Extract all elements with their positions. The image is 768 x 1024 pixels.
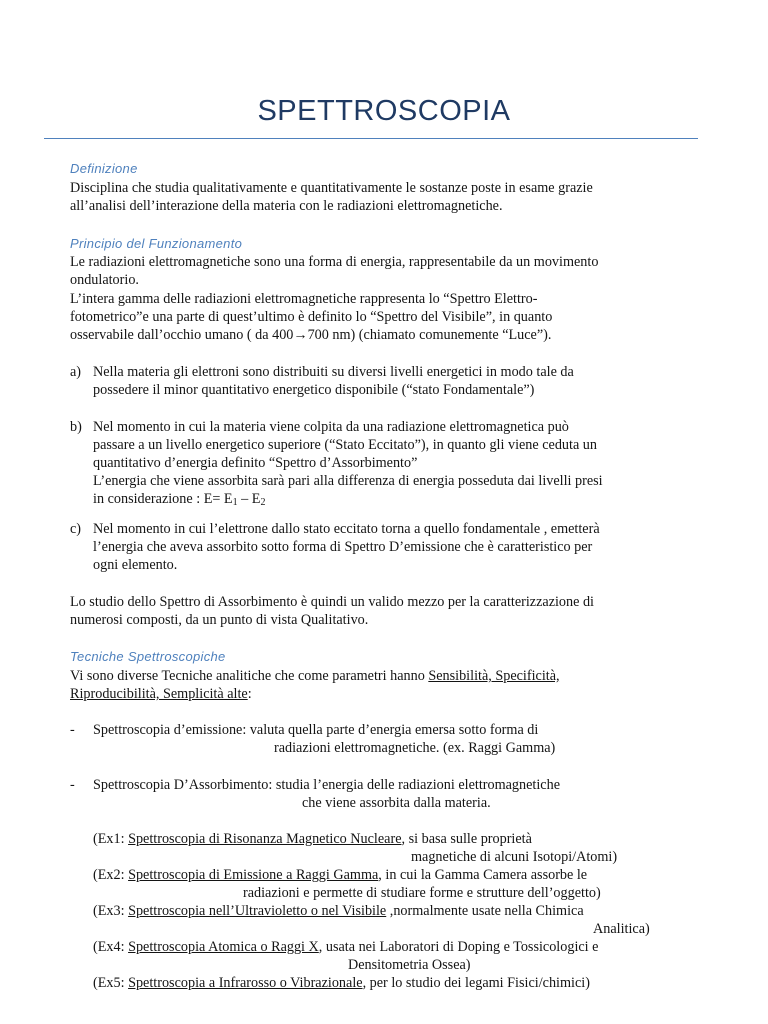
tecniche-intro-suffix: : — [247, 686, 252, 702]
point-b-label: b) — [70, 419, 82, 435]
example-5-prefix: (Ex5: — [93, 975, 129, 991]
assorbimento-line-1: Spettroscopia D’Assorbimento: studia l’energia delle radiazioni elettromagnetiche — [93, 777, 560, 793]
example-5 — [93, 974, 590, 993]
example-1-rest: , si basa sulle proprietà — [401, 831, 532, 847]
tecniche-intro-underlined-2: Riproducibilità, Semplicità alte — [70, 686, 248, 702]
section-heading-definizione: Definizione — [70, 161, 138, 176]
point-b-line-1: Nel momento in cui la materia viene colpita da una radiazione elettromagnetica può — [93, 419, 569, 435]
section-heading-tecniche: Tecniche Spettroscopiche — [70, 649, 226, 664]
principio-line-4: fotometrico”e una parte di quest’ultimo è definito lo “Spettro del Visibile”, in quanto — [70, 309, 553, 325]
example-4-link: Spettroscopia Atomica o Raggi X — [128, 939, 319, 955]
conclusione-line-1: Lo studio dello Spettro di Assorbimento è quindi un valido mezzo per la caratterizzazione di — [70, 594, 595, 610]
example-1-cont: magnetiche di alcuni Isotopi/Atomi) — [411, 849, 618, 865]
conclusione-line-2: numerosi composti, da un punto di vista Qualitativo. — [70, 612, 369, 628]
example-5-link: Spettroscopia a Infrarosso o Vibrazionale — [128, 975, 363, 991]
example-2-rest: , in cui la Gamma Camera assorbe le — [378, 867, 588, 883]
formula-sub-1: 1 — [232, 497, 238, 508]
formula-sub-2: 2 — [260, 497, 266, 508]
example-4 — [93, 938, 598, 957]
example-2-prefix: (Ex2: — [93, 867, 129, 883]
example-5-rest: , per lo studio dei legami Fisici/chimici) — [362, 975, 590, 991]
tecniche-intro-line-1 — [70, 667, 690, 686]
tecniche-intro-line-2 — [70, 685, 690, 704]
point-c-label: c) — [70, 521, 82, 537]
example-1-link: Spettroscopia di Risonanza Magnetico Nucleare — [128, 831, 402, 847]
emissione-dash: - — [70, 722, 75, 738]
example-4-cont: Densitometria Ossea) — [348, 957, 471, 973]
point-b-formula — [93, 490, 265, 513]
example-3-prefix: (Ex3: — [93, 903, 129, 919]
example-3-rest: ,normalmente usate nella Chimica — [386, 903, 584, 919]
tecniche-intro-prefix: Vi sono diverse Tecniche analitiche che come parametri hanno — [70, 668, 429, 684]
point-a-label: a) — [70, 364, 82, 380]
point-a-line-2: possedere il minor quantitativo energetico disponibile (“stato Fondamentale”) — [93, 382, 535, 398]
definizione-line-2: all’analisi dell’interazione della materia con le radiazioni elettromagnetiche. — [70, 198, 503, 214]
example-2 — [93, 866, 587, 885]
emissione-line-2: radiazioni elettromagnetiche. (ex. Raggi Gamma) — [274, 740, 556, 756]
principio-line-2: ondulatorio. — [70, 272, 139, 288]
formula-mid: – E — [237, 491, 261, 507]
assorbimento-dash: - — [70, 777, 75, 793]
example-2-cont: radiazioni e permette di studiare forme e strutture dell’oggetto) — [243, 885, 601, 901]
formula-prefix: in considerazione : E= E — [93, 491, 233, 507]
assorbimento-line-2: che viene assorbita dalla materia. — [302, 795, 491, 811]
section-heading-principio: Principio del Funzionamento — [70, 236, 243, 251]
example-1 — [93, 830, 532, 849]
page-title: SPETTROSCOPIA — [257, 95, 511, 127]
point-c-line-1: Nel momento in cui l’elettrone dallo stato eccitato torna a quello fondamentale , emetterà — [93, 521, 600, 537]
example-3-cont: Analitica) — [593, 921, 650, 937]
point-b-line-2: passare a un livello energetico superiore (“Stato Eccitato”), in quanto gli viene ceduta un — [93, 437, 597, 453]
example-4-prefix: (Ex4: — [93, 939, 129, 955]
emissione-line-1: Spettroscopia d’emissione: valuta quella parte d’energia emersa sotto forma di — [93, 722, 539, 738]
principio-line-5: osservabile dall’occhio umano ( da 400→700 nm) (chiamato comunemente “Luce”). — [70, 327, 552, 343]
point-b-line-4: L’energia che viene assorbita sarà pari alla differenza di energia posseduta dai livelli presi — [93, 473, 603, 489]
tecniche-intro-underlined-1: Sensibilità, Specificità, — [428, 668, 560, 684]
title-divider — [44, 138, 698, 139]
example-3-link: Spettroscopia nell’Ultravioletto o nel Visibile — [128, 903, 387, 919]
point-b-line-3: quantitativo d’energia definito “Spettro d’Assorbimento” — [93, 455, 418, 471]
principio-line-3: L’intera gamma delle radiazioni elettromagnetiche rappresenta lo “Spettro Elettro- — [70, 291, 538, 307]
example-2-link: Spettroscopia di Emissione a Raggi Gamma — [128, 867, 379, 883]
example-3 — [93, 902, 584, 921]
example-1-prefix: (Ex1: — [93, 831, 129, 847]
principio-line-1: Le radiazioni elettromagnetiche sono una forma di energia, rappresentabile da un movimento — [70, 254, 599, 270]
point-a-line-1: Nella materia gli elettroni sono distribuiti su diversi livelli energetici in modo tale da — [93, 364, 574, 380]
point-c-line-3: ogni elemento. — [93, 557, 178, 573]
definizione-line-1: Disciplina che studia qualitativamente e quantitativamente le sostanze poste in esame grazie — [70, 180, 593, 196]
point-c-line-2: l’energia che aveva assorbito sotto forma di Spettro D’emissione che è caratteristico per — [93, 539, 593, 555]
example-4-rest: , usata nei Laboratori di Doping e Tossicologici e — [318, 939, 599, 955]
